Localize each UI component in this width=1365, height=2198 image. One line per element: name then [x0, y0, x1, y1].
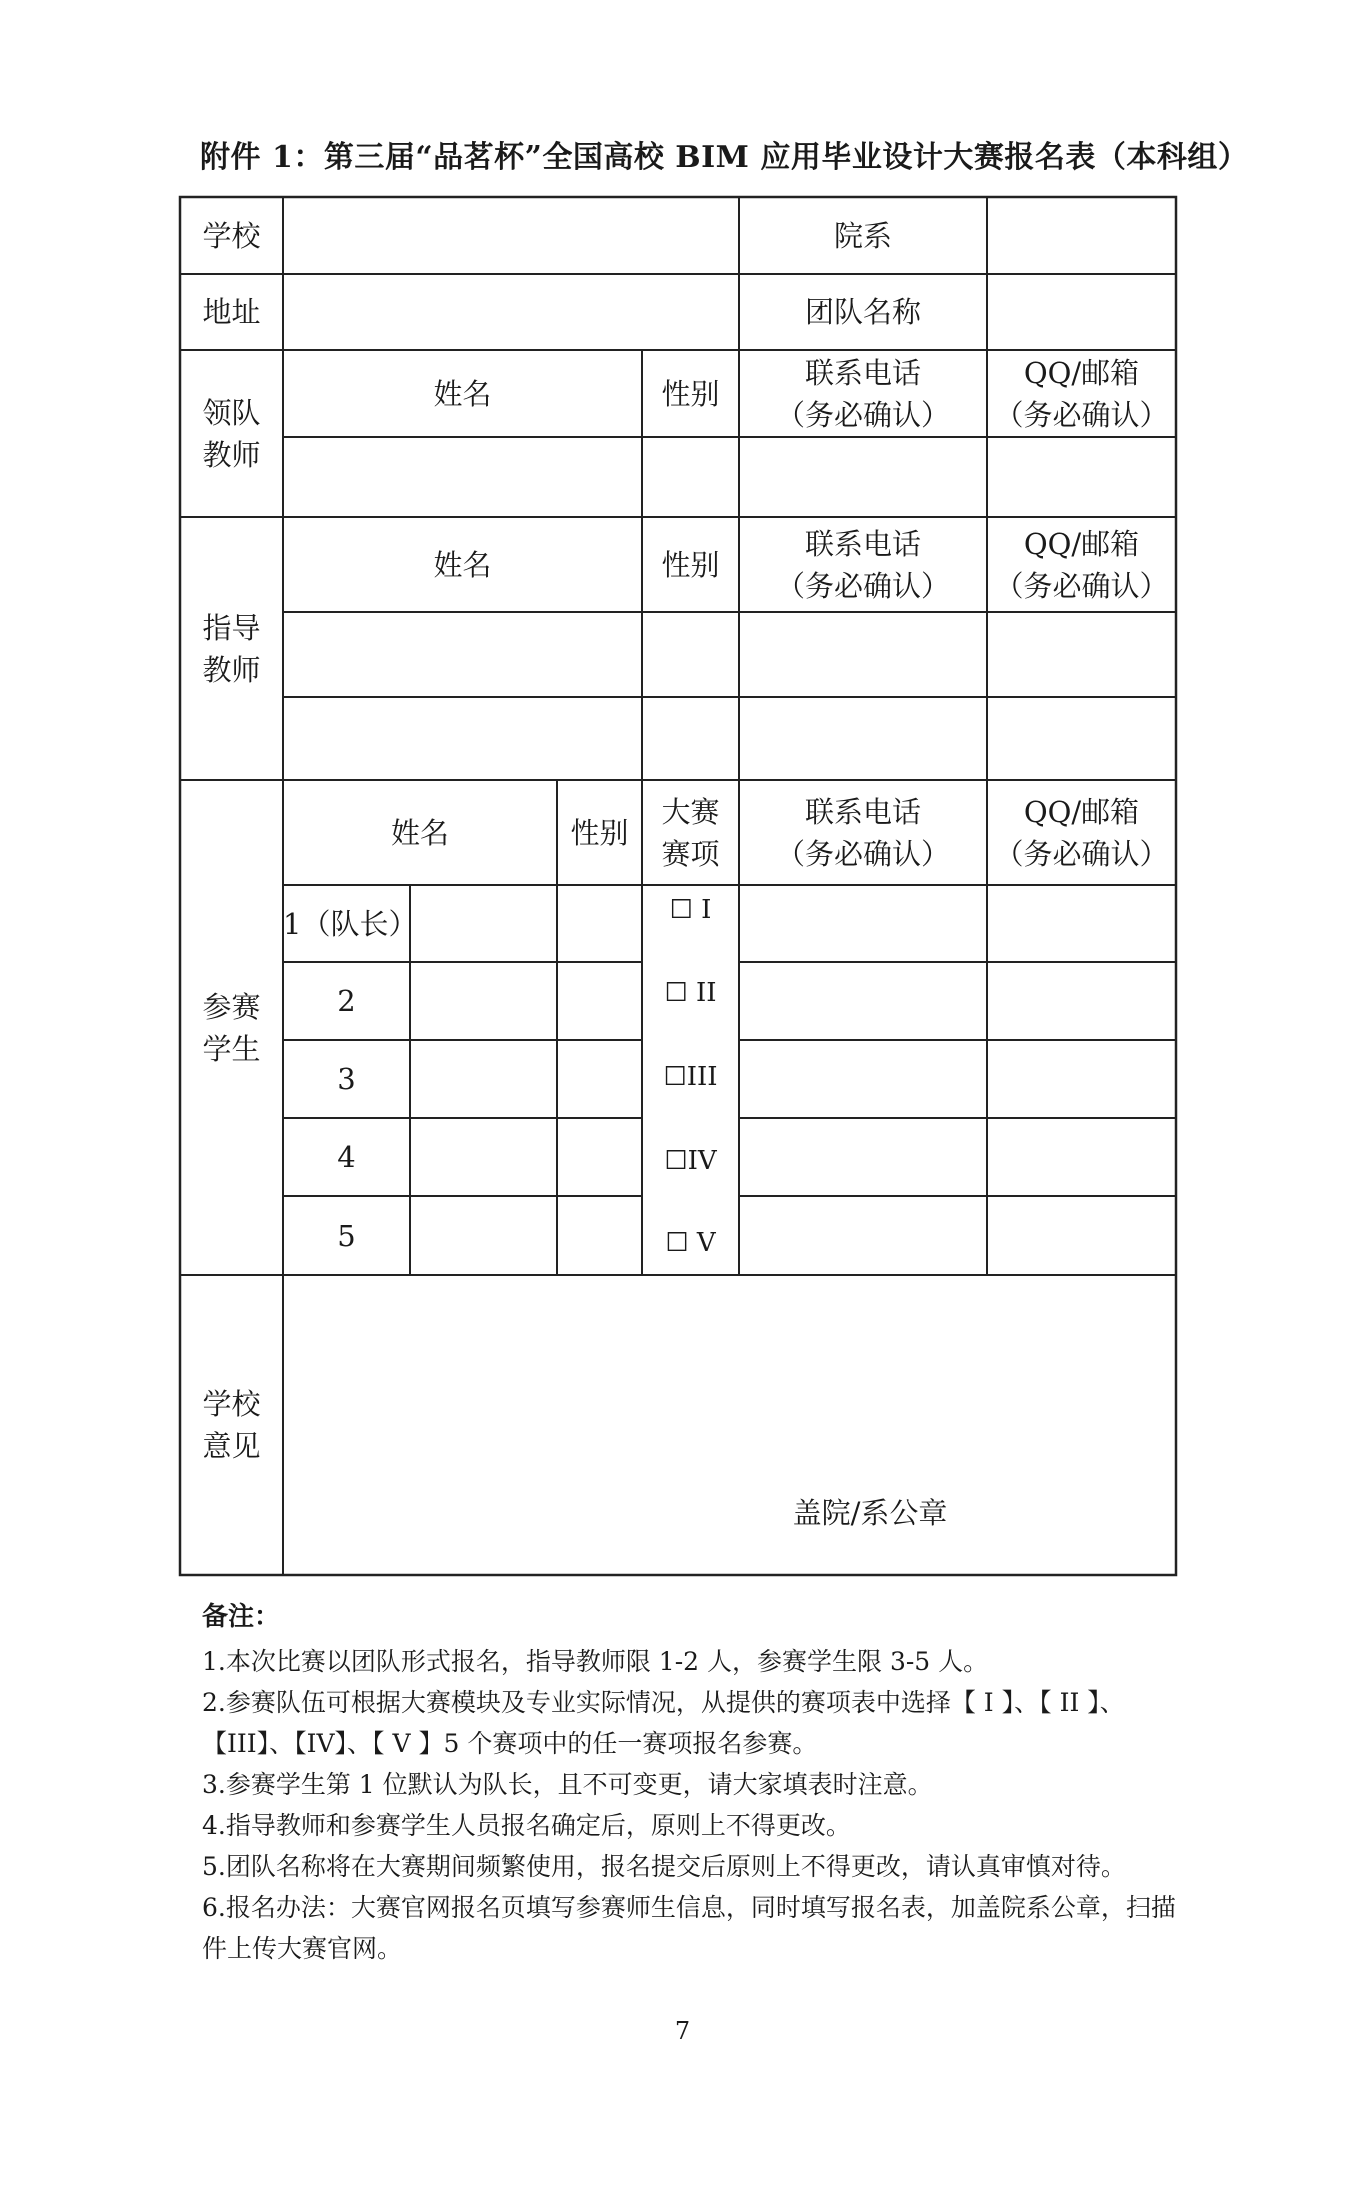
school-opinion-label: 学校 意见	[202, 1387, 261, 1463]
student-row-label: 4	[337, 1140, 356, 1174]
note-item: 6.报名办法：大赛官网报名页填写参赛师生信息，同时填写报名表，加盖院系公章，扫描件上传大赛官网。	[202, 1893, 1176, 1963]
guide-phone-header: 联系电话 （务必确认）	[775, 526, 950, 603]
note-item: 5.团队名称将在大赛期间频繁使用，报名提交后原则上不得更改，请认真审慎对待。	[202, 1852, 1126, 1881]
student-event-header: 大赛 赛项	[661, 794, 720, 871]
leader-teacher-label: 领队 教师	[202, 395, 261, 472]
guide-row-2-field[interactable]	[283, 697, 1176, 780]
leader-qq-header: QQ/邮箱 （务必确认）	[994, 355, 1169, 432]
school-field[interactable]	[283, 197, 739, 274]
department-label: 院系	[833, 218, 892, 253]
leader-name-field[interactable]	[283, 437, 642, 517]
school-label: 学校	[202, 218, 261, 253]
leader-name-header: 姓名	[433, 376, 492, 411]
team-name-label: 团队名称	[804, 295, 921, 329]
note-item: 4.指导教师和参赛学生人员报名确定后，原则上不得更改。	[202, 1811, 851, 1840]
leader-gender-header: 性别	[661, 376, 720, 411]
notes-heading: 备注：	[202, 1602, 281, 1632]
student-gender-header: 性别	[570, 815, 629, 850]
event-option-checkbox[interactable]: ☐ V	[665, 1228, 716, 1258]
event-option-checkbox[interactable]: ☐IV	[664, 1146, 717, 1176]
form-title: 附件 1：第三届“品茗杯”全国高校 BIM 应用毕业设计大赛报名表（本科组）	[200, 140, 1249, 175]
guide-teacher-label: 指导 教师	[202, 610, 261, 687]
guide-name-header: 姓名	[433, 547, 492, 582]
note-item: 2.参赛队伍可根据大赛模块及专业实际情况，从提供的赛项表中选择【 I 】、【 II 】、【III】、【IV】、【 V 】5 个赛项中的任一赛项报名参赛。	[202, 1688, 1125, 1758]
student-row-label: 5	[337, 1218, 356, 1253]
note-item: 1.本次比赛以团队形式报名，指导教师限 1-2 人，参赛学生限 3-5 人。	[202, 1647, 989, 1676]
students-label: 参赛 学生	[202, 989, 261, 1066]
student-phone-header: 联系电话 （务必确认）	[775, 794, 950, 871]
student-qq-header: QQ/邮箱 （务必确认）	[994, 794, 1169, 871]
leader-qq-field[interactable]	[987, 437, 1176, 517]
department-field[interactable]	[987, 197, 1176, 274]
event-option-checkbox[interactable]: ☐III	[663, 1062, 718, 1092]
student-row-label: 2	[337, 984, 356, 1018]
guide-qq-header: QQ/邮箱 （务必确认）	[994, 526, 1169, 603]
event-option-checkbox[interactable]: ☐ II	[664, 978, 717, 1008]
student-name-header: 姓名	[390, 815, 449, 850]
team-name-field[interactable]	[987, 274, 1176, 350]
note-item: 3.参赛学生第 1 位默认为队长，且不可变更，请大家填表时注意。	[202, 1770, 933, 1799]
leader-gender-field[interactable]	[642, 437, 739, 517]
student-row-label: 1（队长）	[283, 906, 418, 941]
notes-section	[202, 1596, 1192, 1969]
address-label: 地址	[202, 295, 261, 329]
stamp-text: 盖院/系公章	[792, 1496, 948, 1530]
page-number: 7	[674, 2017, 691, 2045]
student-row-label: 3	[337, 1062, 356, 1096]
guide-row-1-field[interactable]	[283, 612, 1176, 697]
guide-gender-header: 性别	[661, 547, 720, 582]
address-field[interactable]	[283, 274, 739, 350]
school-opinion-field[interactable]	[283, 1275, 1176, 1575]
event-option-checkbox[interactable]: ☐ I	[669, 895, 712, 925]
leader-phone-header: 联系电话 （务必确认）	[775, 355, 950, 432]
leader-phone-field[interactable]	[739, 437, 987, 517]
